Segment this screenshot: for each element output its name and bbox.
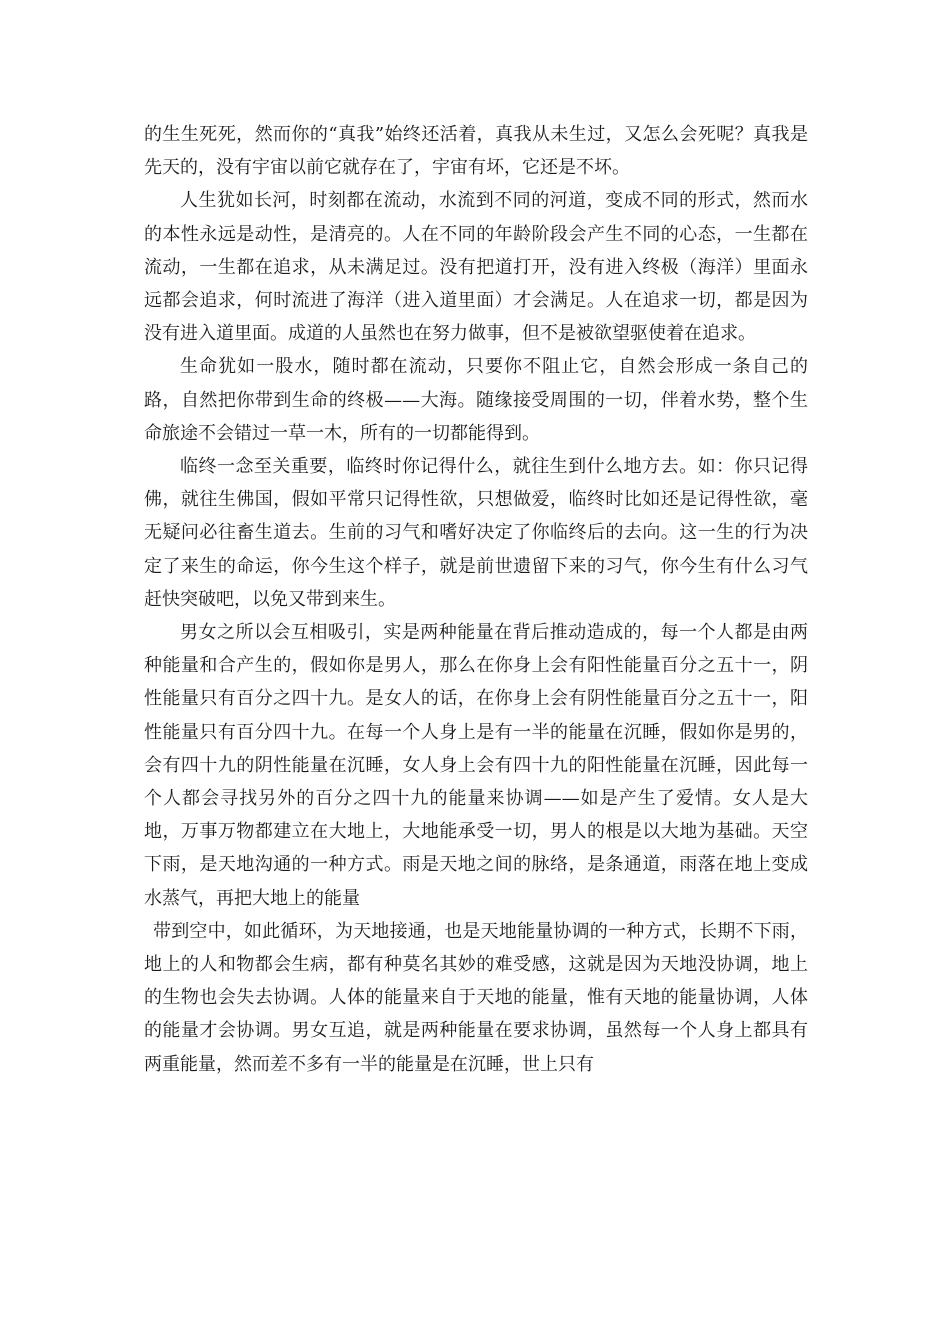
paragraph-4: 临终一念至关重要，临终时你记得什么，就往生到什么地方去。如：你只记得佛，就往生佛国，假如平常只记得性欲，只想做爱，临终时比如还是记得性欲，毫无疑问必往畜生道去。生前的习气和嗜好决定了你临终后的去向。这一生的行为决定了来生的命运，你今生这个样子，就是前世遗留下来的习气，你今生有什么习气赶快突破吧，以免又带到来生。 bbox=[144, 456, 808, 610]
paragraph-3: 生命犹如一股水，随时都在流动，只要你不阻止它，自然会形成一条自己的路，自然把你带到生命的终极——大海。随缘接受周围的一切，伴着水势，整个生命旅途不会错过一草一木，所有的一切都能得到。 bbox=[144, 356, 808, 444]
paragraph-1: 的生生死死，然而你的“真我”始终还活着，真我从未生过，又怎么会死呢？真我是先天的，没有宇宙以前它就存在了，宇宙有坏，它还是不坏。 bbox=[144, 124, 808, 179]
document-page bbox=[144, 118, 808, 1081]
paragraph-2: 人生犹如长河，时刻都在流动，水流到不同的河道，变成不同的形式，然而水的本性永远是动性，是清亮的。人在不同的年龄阶段会产生不同的心态，一生都在流动，一生都在追求，从未满足过。没有把道打开，没有进入终极（海洋）里面永远都会追求，何时流进了海洋（进入道里面）才会满足。人在追求一切，都是因为没有进入道里面。成道的人虽然也在努力做事，但不是被欲望驱使着在追求。 bbox=[144, 190, 808, 345]
paragraph-6: 带到空中，如此循环，为天地接通，也是天地能量协调的一种方式，长期不下雨，地上的人和物都会生病，都有种莫名其妙的难受感，这就是因为天地没协调，地上的生物也会失去协调。人体的能量来自于天地的能量，惟有天地的能量协调，人体的能量才会协调。男女互追，就是两种能量在要求协调，虽然每一个人身上都具有两重能量，然而差不多有一半的能量是在沉睡，世上只有 bbox=[144, 920, 808, 1075]
paragraph-5: 男女之所以会互相吸引，实是两种能量在背后推动造成的，每一个人都是由两种能量和合产生的，假如你是男人，那么在你身上会有阳性能量百分之五十一，阴性能量只有百分之四十九。是女人的话，在你身上会有阴性能量百分之五十一，阳性能量只有百分四十九。在每一个人身上是有一半的能量在沉睡，假如你是男的，会有四十九的阴性能量在沉睡，女人身上会有四十九的阳性能量在沉睡，因此每一个人都会寻找另外的百分之四十九的能量来协调——如是产生了爱情。女人是大地，万事万物都建立在大地上，大地能承受一切，男人的根是以大地为基础。天空下雨，是天地沟通的一种方式。雨是天地之间的脉络，是条通道，雨落在地上变成水蒸气，再把大地上的能量 bbox=[144, 622, 808, 909]
